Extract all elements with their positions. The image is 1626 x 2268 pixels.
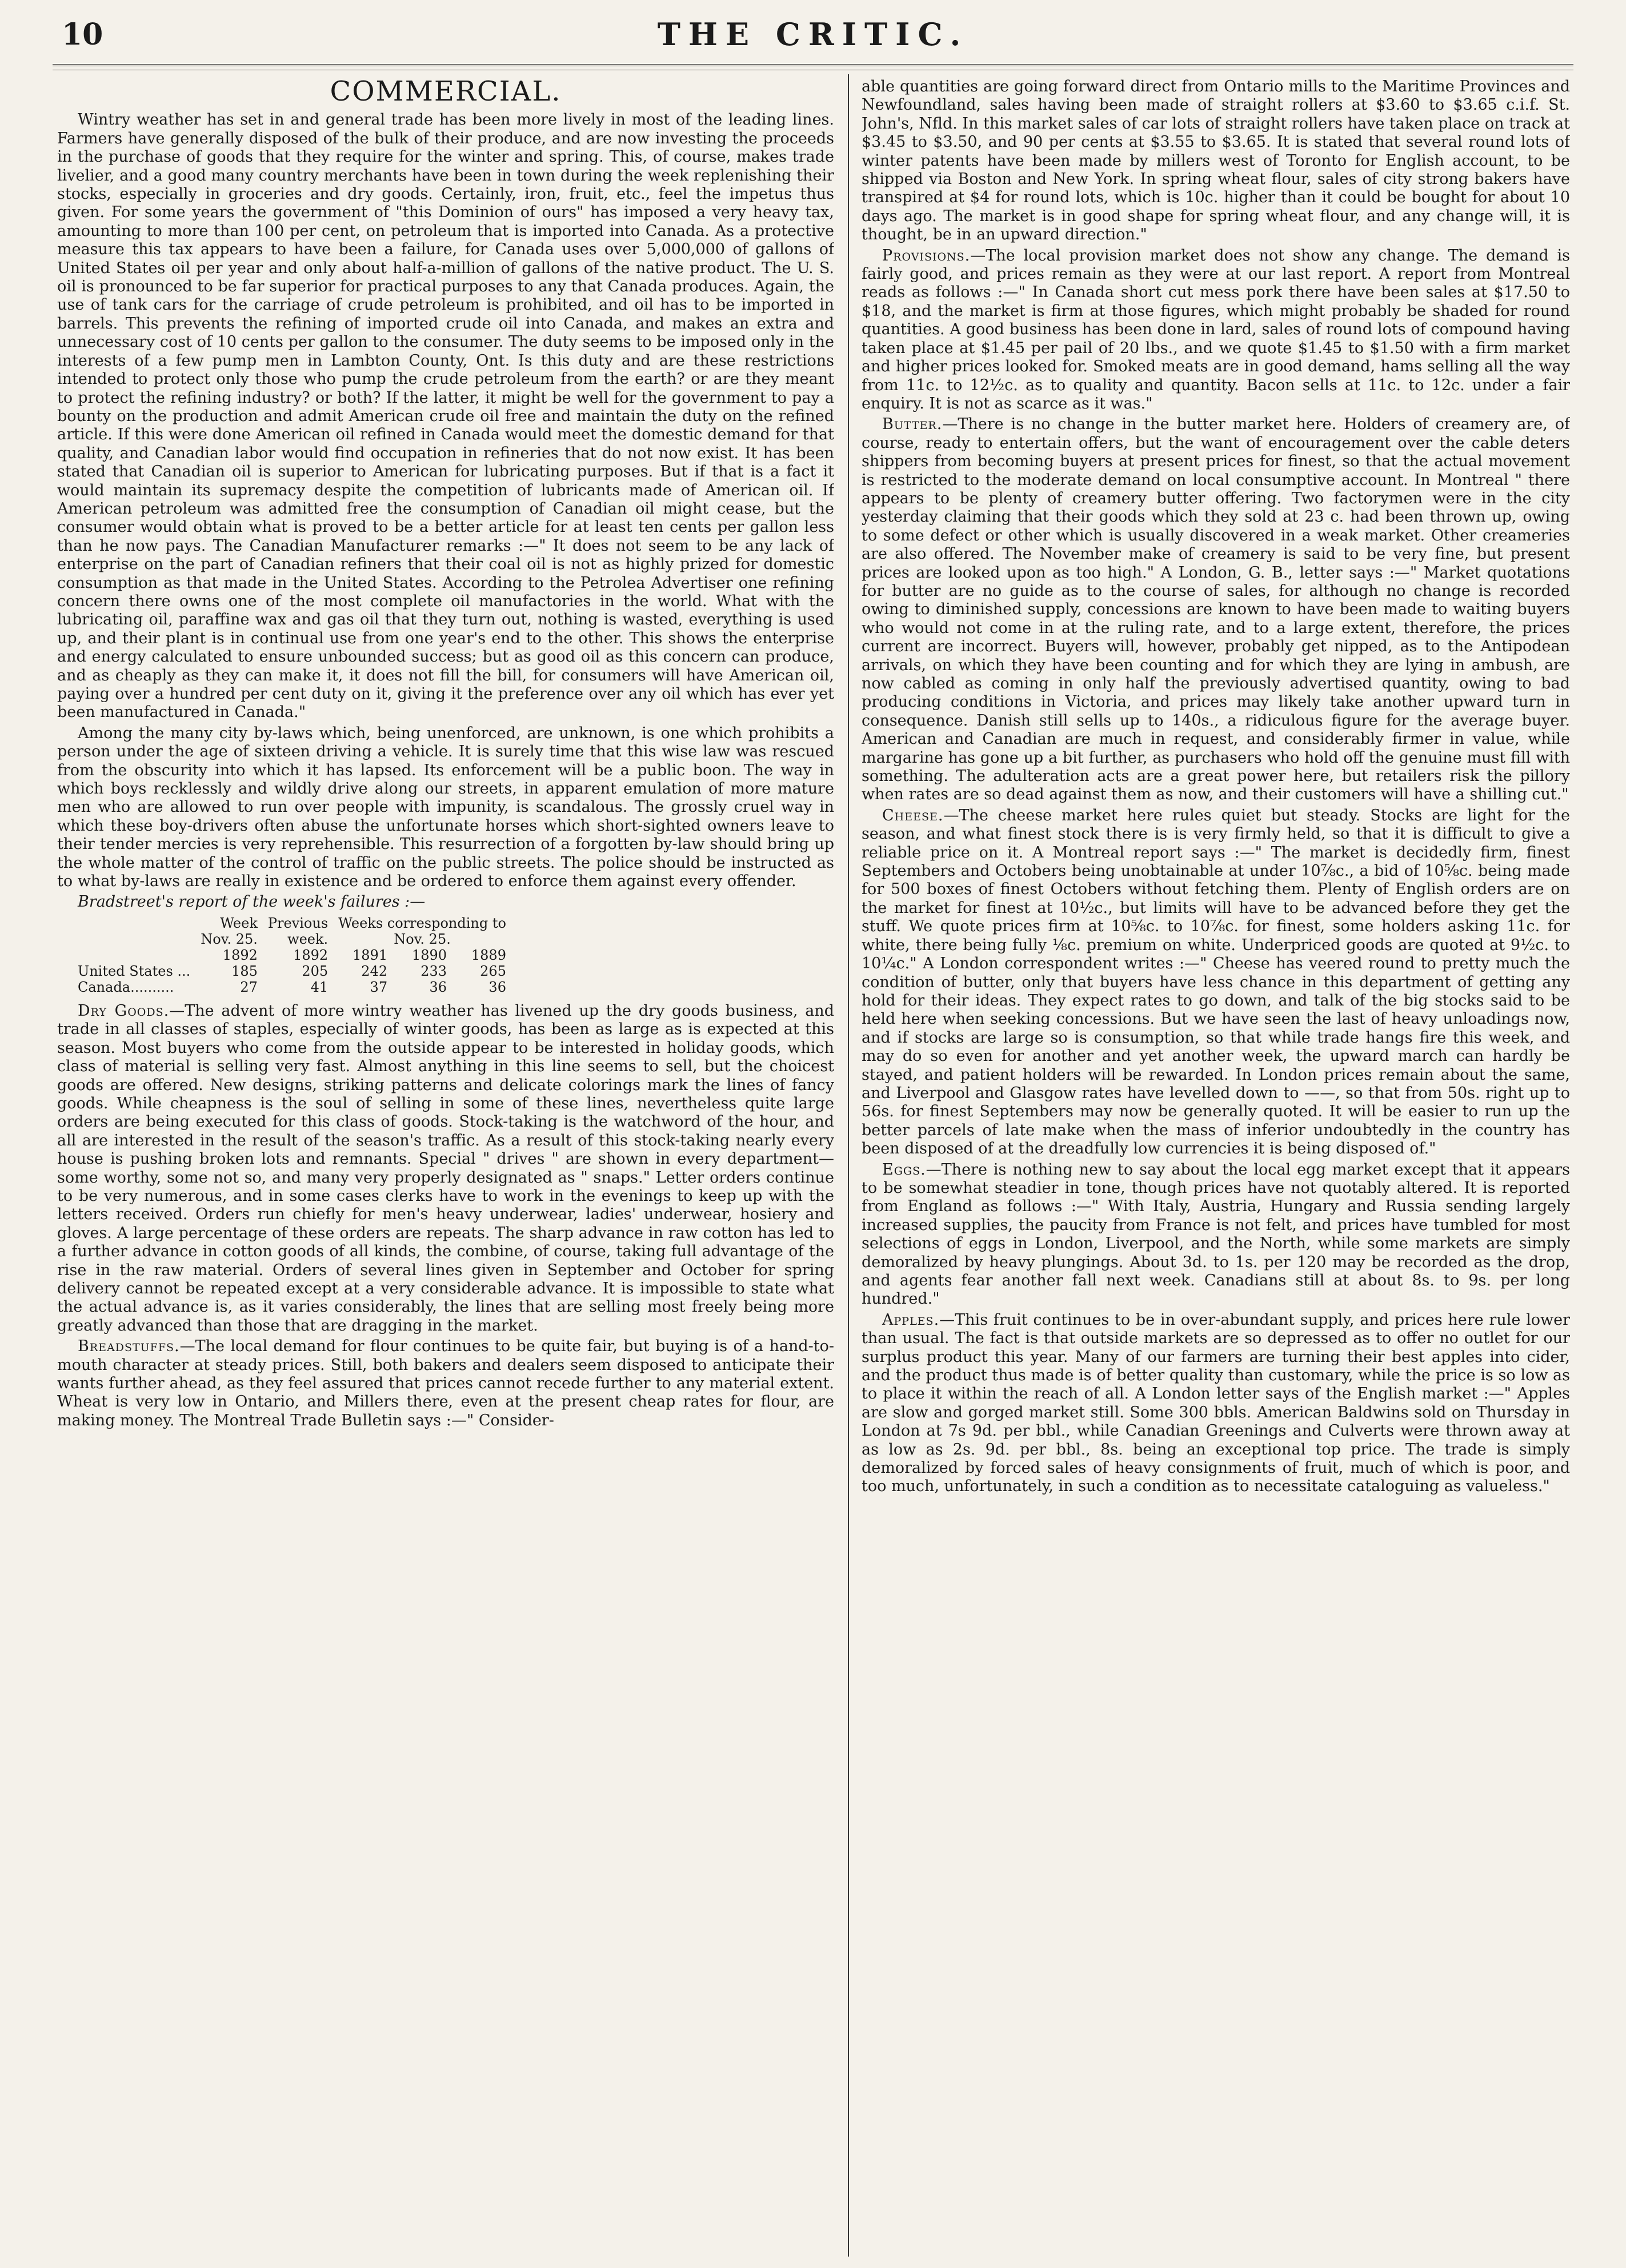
section-title: COMMERCIAL. bbox=[330, 78, 562, 107]
cheese-paragraph bbox=[862, 807, 1570, 1159]
failures-intro: Bradstreet's report of the week's failures :— bbox=[78, 893, 426, 911]
butter-paragraph bbox=[862, 415, 1570, 804]
table-header-row: Week Previous Weeks corresponding to bbox=[220, 915, 506, 931]
paragraph-text: —There is nothing new to say about the local egg market except that it appears to be somewhat steadier in tone, though prices have not quotably altered. It is reported from England as follows :—" With Italy, Austria, Hungary and Russia sending largely increased supplies, the paucity from France is not felt, and prices have tumbled for most selections of eggs in London, Liverpool, and the North, while some markets are simply demoralized by heavy plungings. About 3d. to 1s. per 120 may be recorded as the drop, and agents fear another fall next week. Canadians still at about 8s. to 9s. per long hundred." bbox=[862, 1160, 1570, 1308]
paragraph-text: —The local provision market does not show any change. The demand is fairly good, and prices remain as they were at our last report. A report from Montreal reads as follows :—" In Canada short cut mess pork there have been sales at $17.50 to $18, and the market is firm at those figures, which might probably be shaded for round quantities. A good business has been done in lard, sales of round lots of compound having taken place at $1.45 per pail of 20 lbs., and we quote $1.45 to $1.50 with a firm market and higher prices looked for. Smoked meats are in good demand, hams selling all the way from 11c. to 12½c. as to quality and quantity. Bacon sells at 11c. to 12c. under a fair enquiry. It is not as scarce as it was." bbox=[862, 246, 1570, 412]
run-in-heading: Cheese. bbox=[882, 806, 944, 824]
run-in-heading: Provisions. bbox=[882, 246, 971, 265]
table-year-row: 1892 1892 1891 1890 1889 bbox=[222, 947, 506, 963]
masthead-title: THE CRITIC. bbox=[657, 16, 969, 53]
run-in-heading: Apples. bbox=[882, 1311, 940, 1329]
article-paragraph: Wintry weather has set in and general trade has been more lively in most of the leading lines. Farmers have generally disposed of the bulk of their produce, and are now investing the proceeds in the purchase of goods that they require for the winter and spring. This, of course, makes trade livelier, and a good many country merchants have been in town during the week replenishing their stocks, especially in groceries and dry goods. Certainly, iron, fruit, etc., feel the impetus thus given. For some years the government of "this Dominion of ours" has imposed a very heavy tax, amounting to more than 100 per cent, on petroleum that is imported into Canada. As a protective measure this tax appears to have been a failure, for Canada uses over 5,000,000 of gallons of United States oil per year and only about half-a-million of gallons of the native product. The U. S. oil is pronounced to be far superior for practical purposes to any that Canada produces. Again, the use of tank cars for the carriage of crude petroleum is prohibited, and oil has to be imported in barrels. This prevents the refining of imported crude oil into Canada, and makes an extra and unnecessary cost of 10 cents per gallon to the consumer. The duty seems to be imposed only in the interests of a few pump men in Lambton County, Ont. Is this duty and are these restrictions intended to protect only those who pump the crude petroleum from the earth? or are they meant to protect the refining industry? or both? If the latter, it might be well for the government to pay a bounty on the production and admit American crude oil free and maintain the duty on the refined article. If this were done American oil refined in Canada would meet the domestic demand for that quality, and Canadian labor would find occupation in refineries that do not now exist. It has been stated that Canadian oil is superior to American for lubricating purposes. But if that is a fact it would maintain its supremacy despite the competition of lubricants made of American oil. If American petroleum was admitted free the consumption of Canadian oil might cease, but the consumer would obtain what is proved to be a better article for at least ten cents per gallon less than he now pays. The Canadian Manufacturer remarks :—" It does not seem to be any lack of enterprise on the part of Canadian refiners that their coal oil is not as highly prized for domestic consumption as that made in the United States. According to the Petrolea Advertiser one refining concern there owns one of the most complete oil manufactories in the world. What with the lubricating oil, paraffine wax and gas oil that they turn out, nothing is wasted, everything is used up, and their plant is in continual use from one year's end to the other. This shows the enterprise and energy calculated to ensure unbounded success; but as good oil as this concern can produce, and as cheaply as they can make it, it does not fill the bill, for consumers will have American oil, paying over a hundred per cent duty on it, giving it the preference over any oil which has ever yet been manufactured in Canada." bbox=[57, 111, 834, 722]
left-column bbox=[57, 78, 834, 2254]
dry-goods-paragraph bbox=[57, 1002, 834, 1335]
table-row: Canada.......... 27 41 37 36 36 bbox=[78, 979, 506, 995]
table-header-row: Nov. 25. week. Nov. 25. bbox=[201, 931, 451, 947]
paragraph-text: —The cheese market here rules quiet but steady. Stocks are light for the season, and what finest stock there is is very firmly held, so that it is difficult to give a reliable price on it. A Montreal report says :—" The market is decidedly firm, finest Septembers and Octobers being unobtainable at under 10⅞c., a bid of 10⅝c. being made for 500 boxes of finest Octobers without fetching them. Plenty of English orders are on the market for finest at 10½c., but limits will have to be advanced before they get the stuff. We quote prices firm at 10⅝c. to 10⅞c. for finest, some holders asking 11c. for white, there being fully ⅛c. premium on white. Underpriced goods are quoted at 9½c. to 10¼c." A London correspondent writes :—" Cheese has veered round to pretty much the condition of butter, only that buyers have less chance in this department of getting any hold for their ideas. They expect rates to go down, and talk of the big stocks said to be held here when seeking concessions. But we have seen the last of heavy unloadings now, and if stocks are large so is consumption, so that while trade hangs fire this week, and may do so even for another and yet another week, the upward march can hardly be stayed, and patient holders will be rewarded. In London prices remain about the same, and Liverpool and Glasgow rates have levelled down to ——, so that from 50s. right up to 56s. for finest Septembers may now be generally quoted. It will be easier to run up the better parcels of late make when the mass of inferior undoubtedly in the country has been disposed of at the dreadfully low currencies it is being disposed of." bbox=[862, 806, 1570, 1158]
paragraph-text: —The advent of more wintry weather has livened up the dry goods business, and trade in all classes of staples, especially of winter goods, has been as large as is expected at this season. Most buyers who come from the outside appear to be interested in holiday goods, which class of material is selling very fast. Almost anything in this line seems to sell, but the choicest goods are offered. New designs, striking patterns and delicate colorings mark the lines of fancy goods. While cheapness is the soul of selling in some of these lines, nevertheless quite large orders are being executed for this class of goods. Stock-taking is the watchword of the hour, and all are interested in the result of the season's traffic. As a result of this stock-taking nearly every house is pushing broken lots and remnants. Special " drives " are shown in every department—some worthy, some not so, and many very properly designated as " snaps." Letter orders continue to be very numerous, and in some cases clerks have to work in the evenings to keep up with the letters received. Orders run chiefly for men's heavy underwear, ladies' underwear, hosiery and gloves. A large percentage of these orders are repeats. The sharp advance in raw cotton has led to a further advance in cotton goods of all kinds, the combine, of course, taking full advantage of the rise in the raw material. Orders of several lines given in September and October for spring delivery cannot be repeated except at a very considerable advance. It is impossible to state what the actual advance is, as it varies considerably, the lines that are selling most freely being more greatly advanced than those that are dragging in the market. bbox=[57, 1001, 834, 1335]
breadstuffs-paragraph bbox=[57, 1337, 834, 1430]
provisions-paragraph bbox=[862, 247, 1570, 414]
paragraph-text: —There is no change in the butter market here. Holders of creamery are, of course, ready to entertain offers, but the want of encouragement over the cable deters shippers from becoming buyers at present prices for finest, so that the actual movement is restricted to the moderate demand on local consumptive account. In Montreal " there appears to be plenty of creamery butter offering. Two factorymen were in the city yesterday claiming that their goods which they sold at 23 c. had been thrown up, owing to some defect or other which is usually discovered in a weak market. Other creameries are also offered. The November make of creamery is said to be very fine, but present prices are looked upon as too high." A London, G. B., letter says :—" Market quotations for butter are no guide as to the course of sales, for although no change is recorded owing to diminished supply, concessions are known to have been made to waiting buyers who would not come in at the ruling rate, and to a large extent, therefore, the prices current are incorrect. Buyers will, however, probably get nipped, as to the Antipodean arrivals, on which they have been counting and for which they are lying in ambush, are now cabled as coming in only half the previously advertised quantity, owing to bad producing conditions in Victoria, and prices may likely take another upward turn in consequence. Danish still sells up to 140s., a ridiculous figure for the average buyer. American and Canadian are much in request, and considerably firmer in value, while margarine has gone up a bit further, as purchasers who hold off the genuine must fill with something. The adulteration acts are a great power here, but retailers risk the pillory when rates are so dead against them as now, and their customers will have a shilling cut." bbox=[862, 415, 1570, 804]
run-in-heading: Dry Goods. bbox=[78, 1001, 170, 1020]
failures-table bbox=[78, 915, 516, 995]
paragraph-text: —The local demand for flour continues to be quite fair, but buying is of a hand-to-mouth character at steady prices. Still, both bakers and dealers seem disposed to anticipate their wants further ahead, as they feel assured that prices cannot recede further to any material extent. Wheat is very low in Ontario, and Millers there, even at the present cheap rates for flour, are making money. The Montreal Trade Bulletin says :—" Consider- bbox=[57, 1337, 834, 1429]
page-number: 10 bbox=[62, 17, 103, 52]
header-rule bbox=[53, 64, 1573, 70]
run-in-heading: Butter. bbox=[882, 415, 943, 434]
run-in-heading: Breadstuffs. bbox=[78, 1337, 180, 1356]
eggs-paragraph bbox=[862, 1161, 1570, 1309]
run-in-heading: Eggs. bbox=[882, 1160, 926, 1179]
paragraph-text: —This fruit continues to be in over-abundant supply, and prices here rule lower than usual. The fact is that outside markets are so depressed as to offer no outlet for our surplus product this year. Many of our farmers are turning their best apples into cider, and the product thus made is of better quality than customary, while the price is so low as to place it within the reach of all. A London letter says of the English market :—" Apples are slow and gorged market still. Some 300 bbls. American Baldwins sold on Thursday in London at 7s 9d. per bbl., while Canadian Greenings and Culverts were thrown away at as low as 2s. 9d. per bbl., 8s. being an exceptional top price. The trade is simply demoralized by forced sales of heavy consignments of fruit, much of which is poor, and too much, unfortunately, in such a condition as to necessitate cataloguing as valueless." bbox=[862, 1311, 1570, 1496]
continuation-paragraph: able quantities are going forward direct from Ontario mills to the Maritime Provinces and Newfoundland, sales having been made of straight rollers at $3.60 to $3.65 c.i.f. St. John's, Nfld. In this market sales of car lots of straight rollers have taken place on track at $3.45 to $3.50, and 90 per cents at $3.55 to $3.65. It is stated that several round lots of winter patents have been made by millers west of Toronto for English account, to be shipped via Boston and New York. In spring wheat flour, sales of city strong bakers have transpired at $4 for round lots, which is 10c. higher than it could be bought for about 10 days ago. The market is in good shape for spring wheat flour, and any change will, it is thought, be in an upward direction." bbox=[862, 78, 1570, 244]
apples-paragraph bbox=[862, 1311, 1570, 1496]
column-divider bbox=[848, 74, 849, 2257]
right-column bbox=[862, 78, 1570, 2254]
table-row: United States ... 185 205 242 233 265 bbox=[78, 963, 506, 979]
article-paragraph: Among the many city by-laws which, being unenforced, are unknown, is one which prohibits a person under the age of sixteen driving a vehicle. It is surely time that this wise law was rescued from the obscurity into which it has lapsed. Its enforcement will be a public boon. The way in which boys recklessly and wildly drive along our streets, in apparent emulation of more mature men who are allowed to run over people with impunity, is scandalous. The grossly cruel way in which these boy-drivers often abuse the unfortunate horses which short-sighted owners leave to their tender mercies is very reprehensible. This resurrection of a forgotten by-law should bring up the whole matter of the control of traffic on the public streets. The police should be instructed as to what by-laws are really in existence and be ordered to enforce them against every offender. bbox=[57, 724, 834, 891]
